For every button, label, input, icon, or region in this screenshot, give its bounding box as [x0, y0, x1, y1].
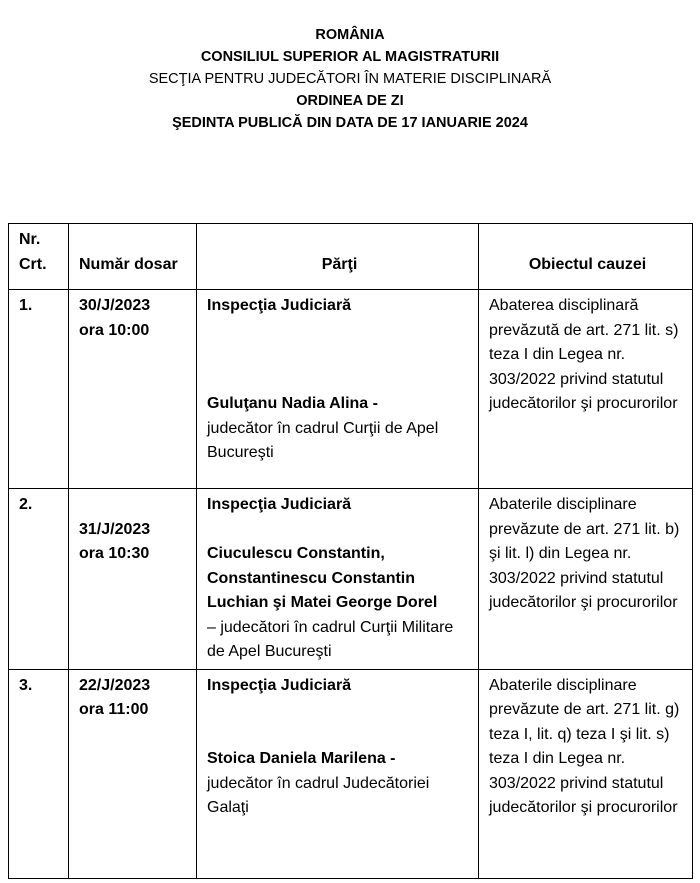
row-number: 2.: [9, 489, 69, 670]
party-plaintiff: Inspecţia Judiciară: [207, 676, 352, 694]
column-header-dosar: Număr dosar: [69, 224, 197, 290]
party-plaintiff: Inspecţia Judiciară: [207, 496, 352, 513]
table-row: [9, 669, 693, 878]
party-defendant-names: Ciuculescu Constantin, Constantinescu Constantin Luchian şi Matei George Dorel: [207, 545, 438, 611]
party-defendant-description: judecător în cadrul Curţii de Apel Bucureşti: [207, 419, 439, 461]
party-plaintiff: Inspecţia Judiciară: [207, 297, 352, 314]
header-session-date: ŞEDINTA PUBLICĂ DIN DATA DE 17 IANUARIE 2024: [172, 115, 528, 131]
case-number: 30/J/2023: [79, 297, 151, 314]
case-time: ora 10:00: [79, 321, 150, 339]
case-number-cell: [69, 290, 197, 489]
party-defendant-names: Stoica Daniela Marilena -: [207, 750, 396, 767]
row-number: 1.: [9, 290, 69, 489]
parties-cell: [197, 669, 479, 878]
party-defendant-description: – judecători în cadrul Curţii Militare de Apel Bucureşti: [207, 618, 454, 660]
case-number-cell: [69, 489, 197, 670]
case-object: Abaterea disciplinară prevăzută de art. 271 lit. s) teza I din Legea nr. 303/2022 privind statutul judecătorilor şi procurorilor: [479, 290, 693, 489]
column-header-nr: [9, 224, 69, 290]
parties-cell: [197, 489, 479, 670]
case-time: ora 11:00: [79, 701, 149, 718]
case-object: Abaterile disciplinare prevăzute de art. 271 lit. b) şi lit. l) din Legea nr. 303/2022 privind statutul judecătorilor şi procurorilor: [479, 489, 693, 670]
case-time: ora 10:30: [79, 545, 150, 562]
column-header-nr-line1: Nr.: [19, 231, 41, 248]
table-row: [9, 290, 693, 489]
case-object: Abaterile disciplinare prevăzute de art. 271 lit. g) teza I, lit. q) teza I şi lit. s) teza I din Legea nr. 303/2022 privind statutul judecătorilor şi procurorilor: [479, 669, 693, 878]
case-number: 31/J/2023: [79, 520, 151, 538]
case-number-cell: [69, 669, 197, 878]
table-row: [9, 489, 693, 670]
document-header: [0, 24, 700, 134]
header-section: SECŢIA PENTRU JUDECĂTORI ÎN MATERIE DISCIPLINARĂ: [148, 71, 552, 87]
header-agenda-title: ORDINEA DE ZI: [296, 93, 404, 109]
header-country: ROMÂNIA: [315, 27, 385, 43]
column-header-parti: Părţi: [197, 224, 479, 290]
party-defendant-names: Guluţanu Nadia Alina -: [207, 395, 378, 412]
column-header-obiect: Obiectul cauzei: [479, 224, 693, 290]
table-header-row: [9, 224, 693, 290]
row-number: 3.: [9, 669, 69, 878]
column-header-nr-line2: Crt.: [19, 255, 47, 273]
party-defendant-description: judecător în cadrul Judecătoriei Galaţi: [207, 774, 430, 816]
case-number: 22/J/2023: [79, 676, 151, 694]
header-institution: CONSILIUL SUPERIOR AL MAGISTRATURII: [200, 49, 500, 65]
parties-cell: [197, 290, 479, 489]
agenda-table: [8, 223, 693, 879]
